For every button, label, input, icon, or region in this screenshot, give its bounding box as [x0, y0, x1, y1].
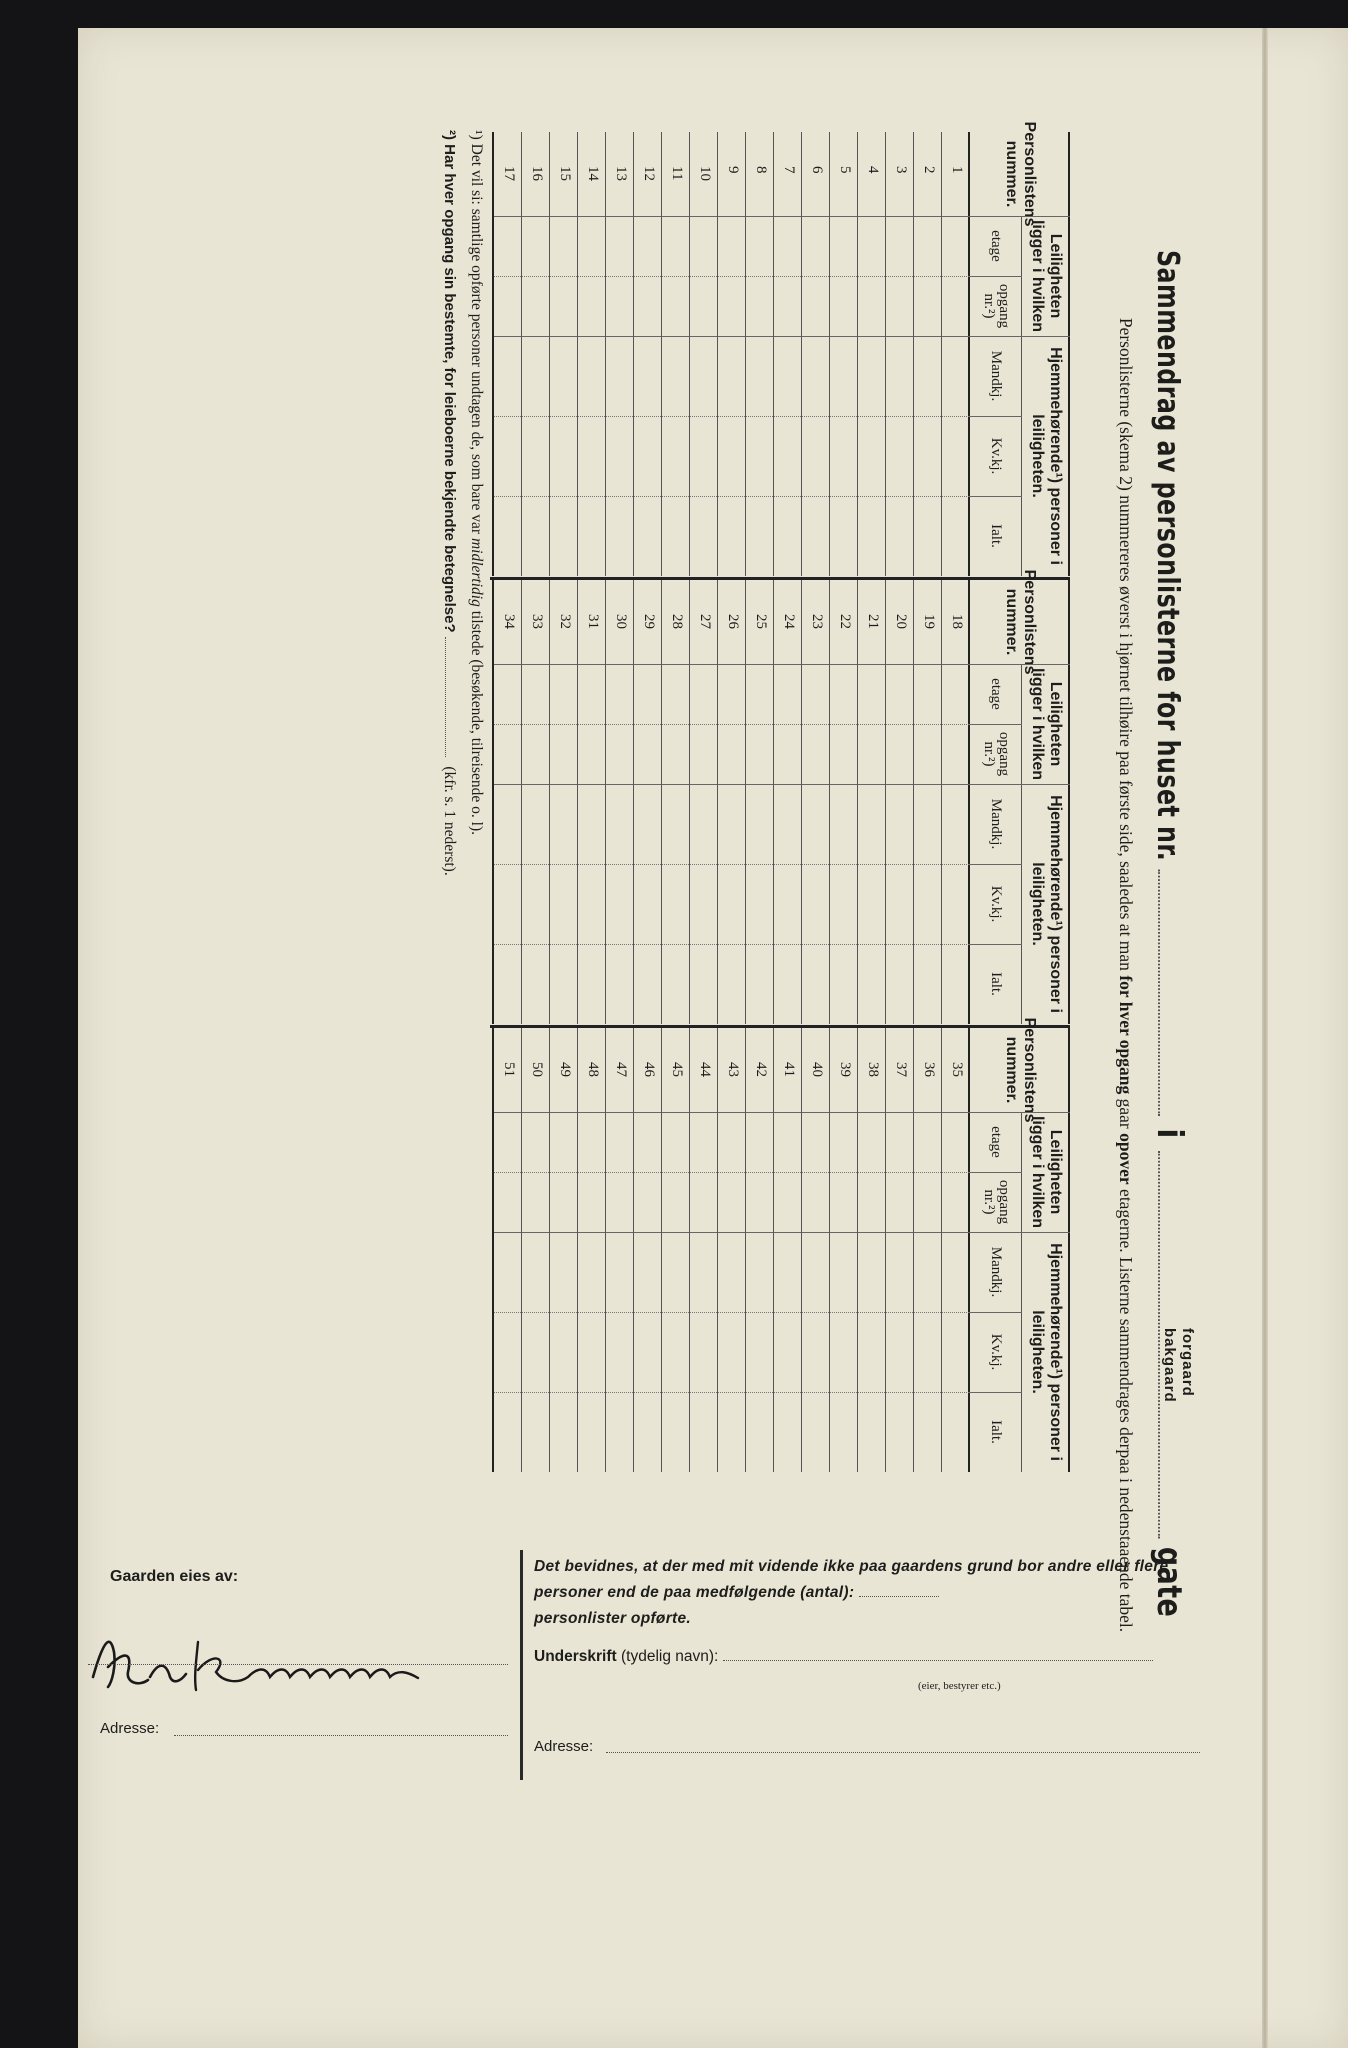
- footnote-1: ¹) Det vil si: samtlige opførte personer undtagen de, som bare var midlertidig tilstede (besøkende, tilreisende o. l).: [468, 130, 485, 835]
- table-rule: [492, 132, 494, 576]
- owner-label: Gaarden eies av:: [110, 1568, 239, 1585]
- table-rule: [577, 580, 578, 1024]
- row-number: 12: [641, 166, 657, 181]
- row-number: 31: [585, 614, 601, 629]
- table-column-rule: [494, 1392, 970, 1393]
- row-number: 37: [893, 1062, 909, 1077]
- table-rule: [885, 1028, 886, 1472]
- row-number: 5: [837, 166, 853, 174]
- table-rule: [745, 132, 746, 576]
- table-rule: [717, 132, 718, 576]
- row-number: 24: [781, 614, 797, 629]
- cert-address-label: Adresse:: [534, 1738, 594, 1755]
- subheader-opgang: opgang nr.²): [981, 283, 1012, 329]
- table-rule: [913, 1028, 914, 1472]
- table-column-rule: [494, 1172, 970, 1173]
- subheader-kvkj: Kv.kj.: [988, 885, 1005, 923]
- table-block-3: [500, 1017, 1070, 1472]
- row-number: 6: [809, 166, 825, 174]
- header-hjemmehorende: Hjemmehørende¹) personer i leiligheten.: [1029, 347, 1064, 565]
- row-number: 9: [725, 166, 741, 174]
- table-rule: [633, 1028, 634, 1472]
- header-leiligheten: Leiligheten ligger i hvilken: [1029, 667, 1064, 781]
- table-column-rule: [494, 276, 970, 277]
- subheader-etage: etage: [988, 678, 1005, 710]
- table-rule: [913, 132, 914, 576]
- table-rule: [605, 580, 606, 1024]
- row-number: 10: [697, 166, 713, 181]
- table-rule: [689, 1028, 690, 1472]
- table-rule: [577, 132, 578, 576]
- row-number: 17: [501, 166, 517, 181]
- row-number: 30: [613, 614, 629, 629]
- header-hjemmehorende: Hjemmehørende¹) personer i leiligheten.: [1029, 795, 1064, 1013]
- row-number: 23: [809, 614, 825, 629]
- row-number: 39: [837, 1062, 853, 1077]
- table-rule: [492, 1028, 494, 1472]
- header-leiligheten: Leiligheten ligger i hvilken: [1029, 1115, 1064, 1229]
- table-column-rule: [494, 416, 970, 417]
- row-number: 48: [585, 1062, 601, 1077]
- table-rule: [521, 580, 522, 1024]
- table-rule: [773, 132, 774, 576]
- table-rule: [661, 580, 662, 1024]
- table-rule: [773, 1028, 774, 1472]
- table-rule: [829, 1028, 830, 1472]
- subheader-opgang: opgang nr.²): [981, 731, 1012, 777]
- signature-field: Underskrift (tydelig navn):: [534, 1648, 1153, 1666]
- row-number: 45: [669, 1062, 685, 1077]
- row-number: 41: [781, 1062, 797, 1077]
- row-number: 34: [501, 614, 517, 629]
- subheader-etage: etage: [988, 230, 1005, 262]
- table-rule: [857, 132, 858, 576]
- table-rule: [549, 580, 550, 1024]
- table-rule: [1068, 580, 1070, 1024]
- table-rule: [661, 1028, 662, 1472]
- row-number: 33: [529, 614, 545, 629]
- row-number: 27: [697, 614, 713, 629]
- footnote-2: ²) Har hver opgang sin bestemte, for leieboerne bekjendte betegnelse? (kfr. s. 1 nederst).: [441, 130, 458, 876]
- row-number: 18: [949, 614, 965, 629]
- row-number: 4: [865, 166, 881, 174]
- certification-text: Det bevidnes, at der med mit vidende ikke paa gaardens grund bor andre eller flere personer end de paa medfølgende (antal): personlister opførte.: [534, 1558, 1169, 1627]
- table-rule: [941, 580, 942, 1024]
- subheader-mandkj: Mandkj.: [988, 350, 1005, 402]
- row-number: 20: [893, 614, 909, 629]
- row-number: 50: [529, 1062, 545, 1077]
- owner-signature: [88, 1609, 508, 1702]
- table-rule: [1068, 132, 1070, 576]
- table-rule: [745, 1028, 746, 1472]
- table-rule: [717, 580, 718, 1024]
- table-column-rule: [494, 1312, 970, 1313]
- row-number: 26: [725, 614, 741, 629]
- table-column-rule: [970, 724, 1022, 725]
- table-rule: [661, 132, 662, 576]
- table-rule: [968, 580, 970, 1024]
- table-column-rule: [494, 784, 1070, 785]
- table-rule: [801, 132, 802, 576]
- table-column-rule: [970, 416, 1022, 417]
- section-divider: [520, 1550, 523, 1780]
- table-column-rule: [494, 864, 970, 865]
- table-rule: [521, 1028, 522, 1472]
- table-column-rule: [494, 1112, 1070, 1113]
- subheader-ialt: Ialt.: [988, 524, 1005, 548]
- table-rule: [885, 132, 886, 576]
- forgaard-bakgaard: forgaard bakgaard: [1161, 1328, 1196, 1403]
- row-number: 15: [557, 166, 573, 181]
- table-rule: [605, 1028, 606, 1472]
- table-rule: [717, 1028, 718, 1472]
- table-rule: [689, 580, 690, 1024]
- row-number: 46: [641, 1062, 657, 1077]
- table-rule: [913, 580, 914, 1024]
- row-number: 49: [557, 1062, 573, 1077]
- subheader-mandkj: Mandkj.: [988, 798, 1005, 850]
- row-number: 32: [557, 614, 573, 629]
- table-rule: [1021, 1112, 1022, 1472]
- table-block-1: [500, 121, 1070, 576]
- table-rule: [857, 1028, 858, 1472]
- table-rule: [968, 1028, 970, 1472]
- table-rule: [1068, 1028, 1070, 1472]
- table-column-rule: [970, 864, 1022, 865]
- svg-text:Kr. Kommune: Kr. Kommune: [88, 1609, 180, 1626]
- row-number: 19: [921, 614, 937, 629]
- subheader-mandkj: Mandkj.: [988, 1246, 1005, 1298]
- row-number: 21: [865, 614, 881, 629]
- subheader-opgang: opgang nr.²): [981, 1179, 1012, 1225]
- row-number: 25: [753, 614, 769, 629]
- row-number: 28: [669, 614, 685, 629]
- table-rule: [941, 1028, 942, 1472]
- header-leiligheten: Leiligheten ligger i hvilken: [1029, 219, 1064, 333]
- header-personlistens: Personlistens nummer.: [1003, 1017, 1038, 1123]
- table-rule: [577, 1028, 578, 1472]
- row-number: 11: [669, 166, 685, 181]
- table-rule: [549, 132, 550, 576]
- table-rule: [857, 580, 858, 1024]
- row-number: 43: [725, 1062, 741, 1077]
- row-number: 36: [921, 1062, 937, 1077]
- row-number: 13: [613, 166, 629, 181]
- row-number: 8: [753, 166, 769, 174]
- table-rule: [521, 132, 522, 576]
- row-number: 38: [865, 1062, 881, 1077]
- table-column-rule: [970, 1172, 1022, 1173]
- table-rule: [829, 580, 830, 1024]
- bottom-section: [0, 1520, 1348, 1820]
- table-rule: [1021, 216, 1022, 576]
- subheader-ialt: Ialt.: [988, 1420, 1005, 1444]
- table-column-rule: [494, 496, 970, 497]
- row-number: 42: [753, 1062, 769, 1077]
- table-column-rule: [494, 336, 1070, 337]
- table-column-rule: [494, 216, 1070, 217]
- table-rule: [801, 580, 802, 1024]
- table-column-rule: [494, 664, 1070, 665]
- table-column-rule: [494, 724, 970, 725]
- table-column-rule: [970, 276, 1022, 277]
- table-rule: [689, 132, 690, 576]
- table-rule: [633, 580, 634, 1024]
- signature-note: (eier, bestyrer etc.): [918, 1680, 1001, 1692]
- subheader-kvkj: Kv.kj.: [988, 437, 1005, 475]
- row-number: 35: [949, 1062, 965, 1077]
- table-rule: [1021, 664, 1022, 1024]
- table-rule: [492, 580, 494, 1024]
- cert-address-line: [606, 1752, 1200, 1753]
- row-number: 47: [613, 1062, 629, 1077]
- table-rule: [773, 580, 774, 1024]
- subheader-etage: etage: [988, 1126, 1005, 1158]
- row-number: 51: [501, 1062, 517, 1077]
- row-number: 3: [893, 166, 909, 174]
- header-personlistens: Personlistens nummer.: [1003, 569, 1038, 675]
- header-hjemmehorende: Hjemmehørende¹) personer i leiligheten.: [1029, 1243, 1064, 1461]
- table-block-2: [500, 569, 1070, 1024]
- row-number: 1: [949, 166, 965, 174]
- row-number: 14: [585, 166, 601, 181]
- table-column-rule: [970, 496, 1022, 497]
- form-title: Sammendrag av personlisterne for huset nr. i gate: [1149, 250, 1190, 1618]
- row-number: 44: [697, 1062, 713, 1077]
- table-column-rule: [970, 1392, 1022, 1393]
- row-number: 2: [921, 166, 937, 174]
- row-number: 40: [809, 1062, 825, 1077]
- subheader-ialt: Ialt.: [988, 972, 1005, 996]
- row-number: 22: [837, 614, 853, 629]
- table-rule: [605, 132, 606, 576]
- owner-address-label: Adresse:: [100, 1720, 160, 1737]
- row-number: 29: [641, 614, 657, 629]
- table-column-rule: [970, 1312, 1022, 1313]
- table-rule: [549, 1028, 550, 1472]
- table-rule: [633, 132, 634, 576]
- row-number: 7: [781, 166, 797, 174]
- table-rule: [829, 132, 830, 576]
- table-column-rule: [970, 944, 1022, 945]
- table-rule: [941, 132, 942, 576]
- header-personlistens: Personlistens nummer.: [1003, 121, 1038, 227]
- table-rule: [801, 1028, 802, 1472]
- owner-address-line: [174, 1735, 508, 1736]
- owner-signature-line: [88, 1664, 508, 1665]
- table-rule: [968, 132, 970, 576]
- form-instructions: Personlisterne (skema 2) nummereres øverst i hjørnet tilhøire paa første side, saaledes at man for hver opgang gaar opover etagerne. Listerne sammendrages derpaa i nedenstaaende tabel.: [1116, 317, 1136, 1633]
- table-column-rule: [494, 944, 970, 945]
- table-rule: [885, 580, 886, 1024]
- table-column-rule: [494, 1232, 1070, 1233]
- row-number: 16: [529, 166, 545, 181]
- table-rule: [745, 580, 746, 1024]
- subheader-kvkj: Kv.kj.: [988, 1333, 1005, 1371]
